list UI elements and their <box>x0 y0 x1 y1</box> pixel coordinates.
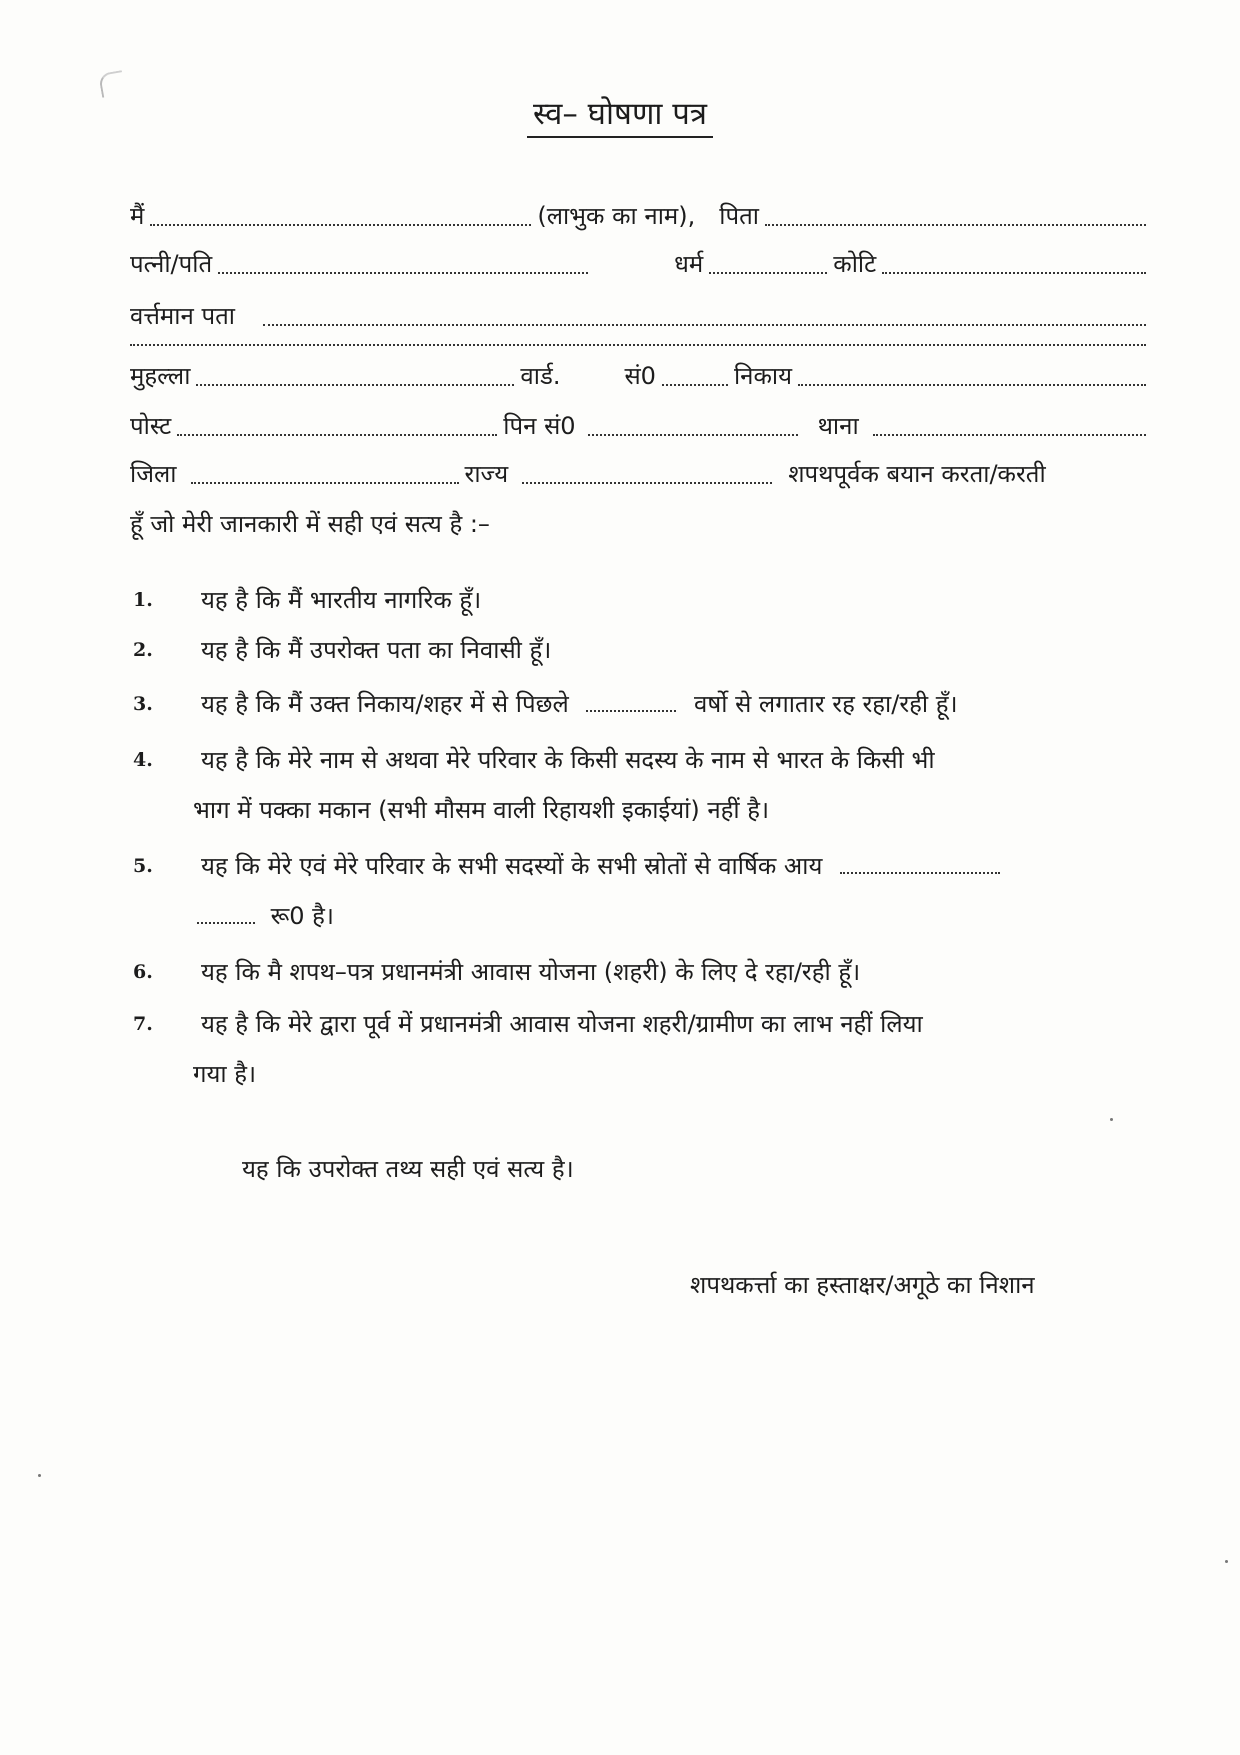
ward-no-field[interactable] <box>662 370 728 386</box>
label-current-address: वर्त्तमान पता <box>130 302 235 330</box>
scan-speck <box>1110 1118 1113 1121</box>
item-text <box>201 846 1156 886</box>
annual-income-field-cont[interactable] <box>197 908 255 924</box>
field-row-address-cont <box>130 330 1152 352</box>
item-text-part: यह है कि मैं उक्त निकाय/शहर में से पिछले <box>201 690 569 718</box>
item-number: 7. <box>133 1013 153 1035</box>
item-text-continued: भाग में पक्का मकान (सभी मौसम वाली रिहायशी इकाईयां) नहीं है। <box>193 796 770 824</box>
declaration-line <box>130 508 1152 540</box>
religion-field[interactable] <box>709 258 827 274</box>
field-row-address <box>130 300 1152 332</box>
scan-speck <box>38 1474 41 1477</box>
beneficiary-name-field[interactable] <box>150 210 531 226</box>
label-ward: वार्ड. <box>520 362 561 390</box>
label-me: मैं <box>130 202 145 230</box>
field-row-post <box>130 410 1152 442</box>
current-address-field[interactable] <box>263 310 1146 326</box>
label-spouse: पत्नी/पति <box>130 250 213 278</box>
label-locality: मुहल्ला <box>130 362 191 390</box>
annual-income-field[interactable] <box>840 858 1000 874</box>
item-text: यह है कि मेरे नाम से अथवा मेरे परिवार के किसी सदस्य के नाम से भारत के किसी भी <box>201 746 935 774</box>
label-post: पोस्ट <box>130 412 172 440</box>
field-row-name <box>130 200 1152 232</box>
label-category: कोटि <box>833 250 877 278</box>
item-text-continued <box>197 896 1162 936</box>
label-district: जिला <box>130 460 177 488</box>
declaration-text: हूँ जो मेरी जानकारी में सही एवं सत्य है :– <box>130 510 490 538</box>
district-field[interactable] <box>191 468 459 484</box>
page-title: स्व– घोषणा पत्र <box>0 92 1240 134</box>
label-beneficiary-name: (लाभुक का नाम), <box>537 202 696 230</box>
locality-field[interactable] <box>196 370 514 386</box>
label-ward-no: सं0 <box>624 362 656 390</box>
item-number: 5. <box>133 855 153 877</box>
body-field[interactable] <box>798 370 1146 386</box>
field-row-locality <box>130 360 1152 392</box>
signature-label: शपथकर्त्ता का हस्ताक्षर/अगूठे का निशान <box>690 1271 1035 1299</box>
field-row-spouse <box>130 248 1152 280</box>
label-body: निकाय <box>733 362 793 390</box>
label-religion: धर्म <box>674 250 704 278</box>
father-name-field[interactable] <box>765 210 1146 226</box>
item-number: 4. <box>133 749 153 771</box>
label-police-station: थाना <box>817 412 859 440</box>
current-address-field-line2[interactable] <box>130 330 1146 346</box>
item-number: 6. <box>133 961 153 983</box>
item-text-part: रू0 है। <box>270 902 335 930</box>
spouse-name-field[interactable] <box>218 258 588 274</box>
item-number: 3. <box>133 693 153 715</box>
label-father: पिता <box>719 202 760 230</box>
item-number: 1. <box>133 589 153 611</box>
item-text-continued: गया है। <box>193 1060 257 1088</box>
item-text: यह है कि मेरे द्वारा पूर्व में प्रधानमंत्री आवास योजना शहरी/ग्रामीण का लाभ नहीं लिया <box>201 1010 923 1038</box>
label-state: राज्य <box>464 460 509 488</box>
item-text: यह कि मै शपथ–पत्र प्रधानमंत्री आवास योजना (शहरी) के लिए दे रहा/रही हूँ। <box>201 958 861 986</box>
item-text <box>201 684 1156 724</box>
police-station-field[interactable] <box>873 420 1146 436</box>
item-text-part: वर्षो से लगातार रह रहा/रही हूँ। <box>694 690 958 718</box>
item-text: यह है कि मैं भारतीय नागरिक हूँ। <box>201 586 482 614</box>
closing-statement: यह कि उपरोक्त तथ्य सही एवं सत्य है। <box>242 1155 574 1183</box>
item-number: 2. <box>133 639 153 661</box>
label-pin: पिन सं0 <box>503 412 576 440</box>
post-field[interactable] <box>177 420 497 436</box>
category-field[interactable] <box>882 258 1146 274</box>
scan-speck <box>1225 1560 1228 1563</box>
pin-field[interactable] <box>588 420 798 436</box>
item-text-part: यह कि मेरे एवं मेरे परिवार के सभी सदस्यों के सभी स्रोतों से वार्षिक आय <box>201 852 823 880</box>
state-field[interactable] <box>522 468 772 484</box>
label-affirm: शपथपूर्वक बयान करता/करती <box>788 460 1046 488</box>
item-text: यह है कि मैं उपरोक्त पता का निवासी हूँ। <box>201 636 552 664</box>
years-field[interactable] <box>586 696 676 712</box>
field-row-district <box>130 458 1152 490</box>
